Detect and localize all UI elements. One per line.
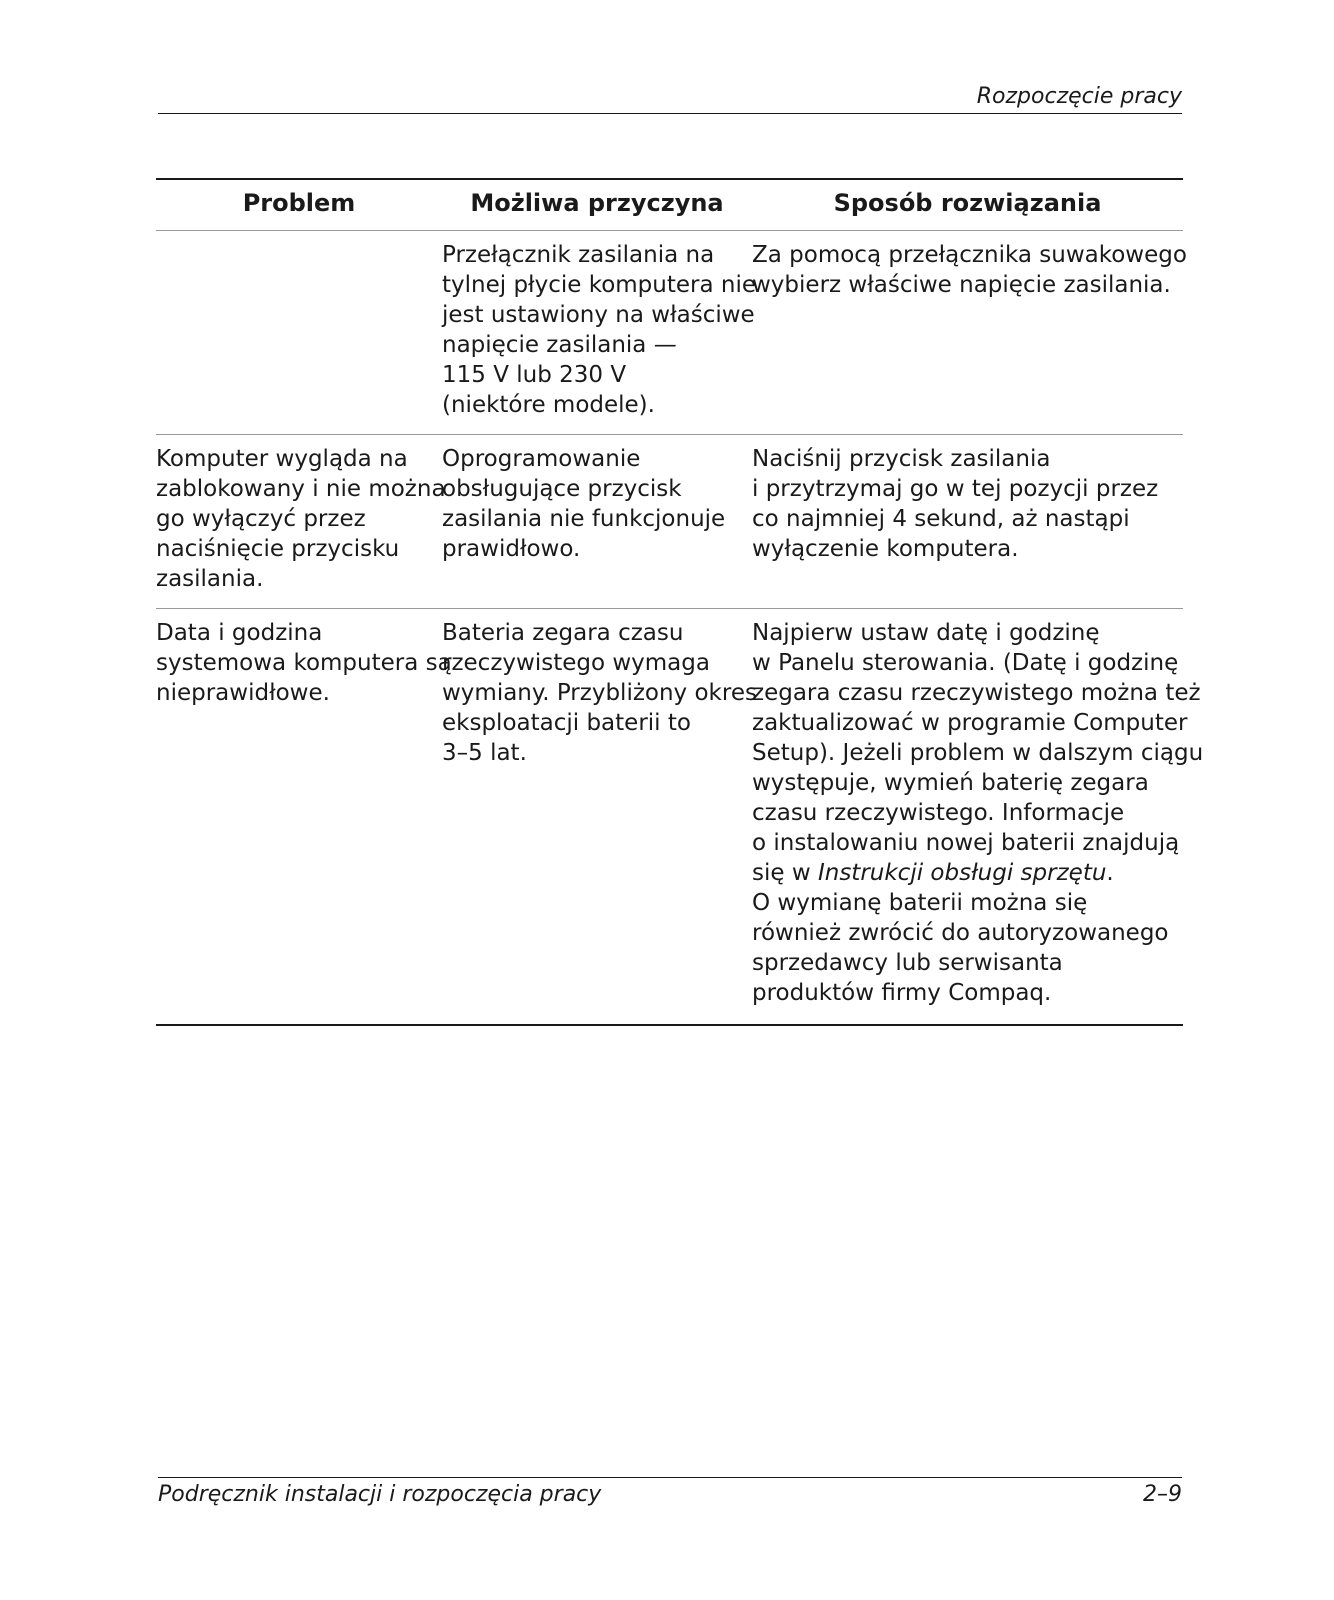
table-row	[156, 609, 1183, 1026]
page-number: 2–9	[1143, 1482, 1182, 1507]
table-header-row	[156, 179, 1183, 231]
problem-line: naciśnięcie przycisku	[156, 536, 400, 562]
solution-line: wybierz właściwe napięcie zasilania.	[752, 272, 1171, 298]
cause-line: obsługujące przycisk	[442, 476, 682, 502]
solution-line: zegara czasu rzeczywistego można też	[752, 680, 1201, 706]
solution-line: co najmniej 4 sekund, aż nastąpi	[752, 506, 1130, 532]
column-header-cause: Możliwa przyczyna	[442, 179, 752, 231]
footer-manual-title: Podręcznik instalacji i rozpoczęcia pracy	[158, 1482, 602, 1507]
cause-cell	[442, 231, 756, 435]
solution-cell	[752, 435, 1183, 609]
solution-line: produktów firmy Compaq.	[752, 980, 1052, 1006]
cause-line: Bateria zegara czasu	[442, 620, 684, 646]
cause-line: wymiany. Przybliżony okres	[442, 680, 757, 706]
header-rule	[158, 113, 1182, 114]
solution-cell	[752, 609, 1204, 1026]
cause-line: rzeczywistego wymaga	[442, 650, 710, 676]
solution-line: w Panelu sterowania. (Datę i godzinę	[752, 650, 1179, 676]
cause-line: napięcie zasilania —	[442, 332, 677, 358]
solution-line: Setup). Jeżeli problem w dalszym ciągu	[752, 740, 1204, 766]
cause-line: jest ustawiony na właściwe	[442, 302, 755, 328]
column-header-solution: Sposób rozwiązania	[752, 179, 1183, 231]
solution-line: zaktualizować w programie Computer	[752, 710, 1188, 736]
solution-line: o instalowaniu nowej baterii znajdują	[752, 830, 1180, 856]
solution-line: wyłączenie komputera.	[752, 536, 1019, 562]
problem-line: systemowa komputera są	[156, 650, 452, 676]
solution-line: występuje, wymień baterię zegara	[752, 770, 1149, 796]
column-header-problem: Problem	[156, 179, 442, 231]
solution-line: Za pomocą przełącznika suwakowego	[752, 242, 1187, 268]
problem-line: Komputer wygląda na	[156, 446, 408, 472]
solution-line: sprzedawcy lub serwisanta	[752, 950, 1063, 976]
solution-line: również zwrócić do autoryzowanego	[752, 920, 1169, 946]
cause-line: 115 V lub 230 V	[442, 362, 627, 388]
cause-line: prawidłowo.	[442, 536, 581, 562]
running-header: Rozpoczęcie pracy	[976, 84, 1182, 109]
cause-cell	[442, 609, 757, 1026]
cause-cell	[442, 435, 752, 609]
problem-line: zasilania.	[156, 566, 264, 592]
solution-line-punctuation: .	[1106, 860, 1114, 886]
solution-line: czasu rzeczywistego. Informacje	[752, 800, 1125, 826]
cause-line: tylnej płycie komputera nie	[442, 272, 756, 298]
cause-line: Oprogramowanie	[442, 446, 641, 472]
cause-line: Przełącznik zasilania na	[442, 242, 715, 268]
table-row	[156, 435, 1183, 609]
problem-line: nieprawidłowe.	[156, 680, 330, 706]
footer-rule	[158, 1477, 1182, 1478]
troubleshooting-table-container	[156, 178, 1204, 1026]
manual-reference: Instrukcji obsługi sprzętu	[817, 860, 1107, 886]
problem-line: zablokowany i nie można	[156, 476, 446, 502]
cause-line: 3–5 lat.	[442, 740, 527, 766]
solution-line: Naciśnij przycisk zasilania	[752, 446, 1051, 472]
problem-cell	[156, 231, 442, 435]
troubleshooting-table	[156, 178, 1204, 1026]
problem-line: go wyłączyć przez	[156, 506, 366, 532]
solution-line: Najpierw ustaw datę i godzinę	[752, 620, 1100, 646]
problem-line: Data i godzina	[156, 620, 323, 646]
solution-line: O wymianę baterii można się	[752, 890, 1088, 916]
solution-cell	[752, 231, 1187, 435]
solution-line: i przytrzymaj go w tej pozycji przez	[752, 476, 1159, 502]
cause-line: zasilania nie funkcjonuje	[442, 506, 726, 532]
cause-line: (niektóre modele).	[442, 392, 655, 418]
solution-line-text: się w	[752, 860, 818, 886]
solution-line-with-reference	[752, 858, 1175, 888]
problem-cell	[156, 435, 446, 609]
problem-cell	[156, 609, 452, 1026]
cause-line: eksploatacji baterii to	[442, 710, 691, 736]
table-row	[156, 231, 1183, 435]
